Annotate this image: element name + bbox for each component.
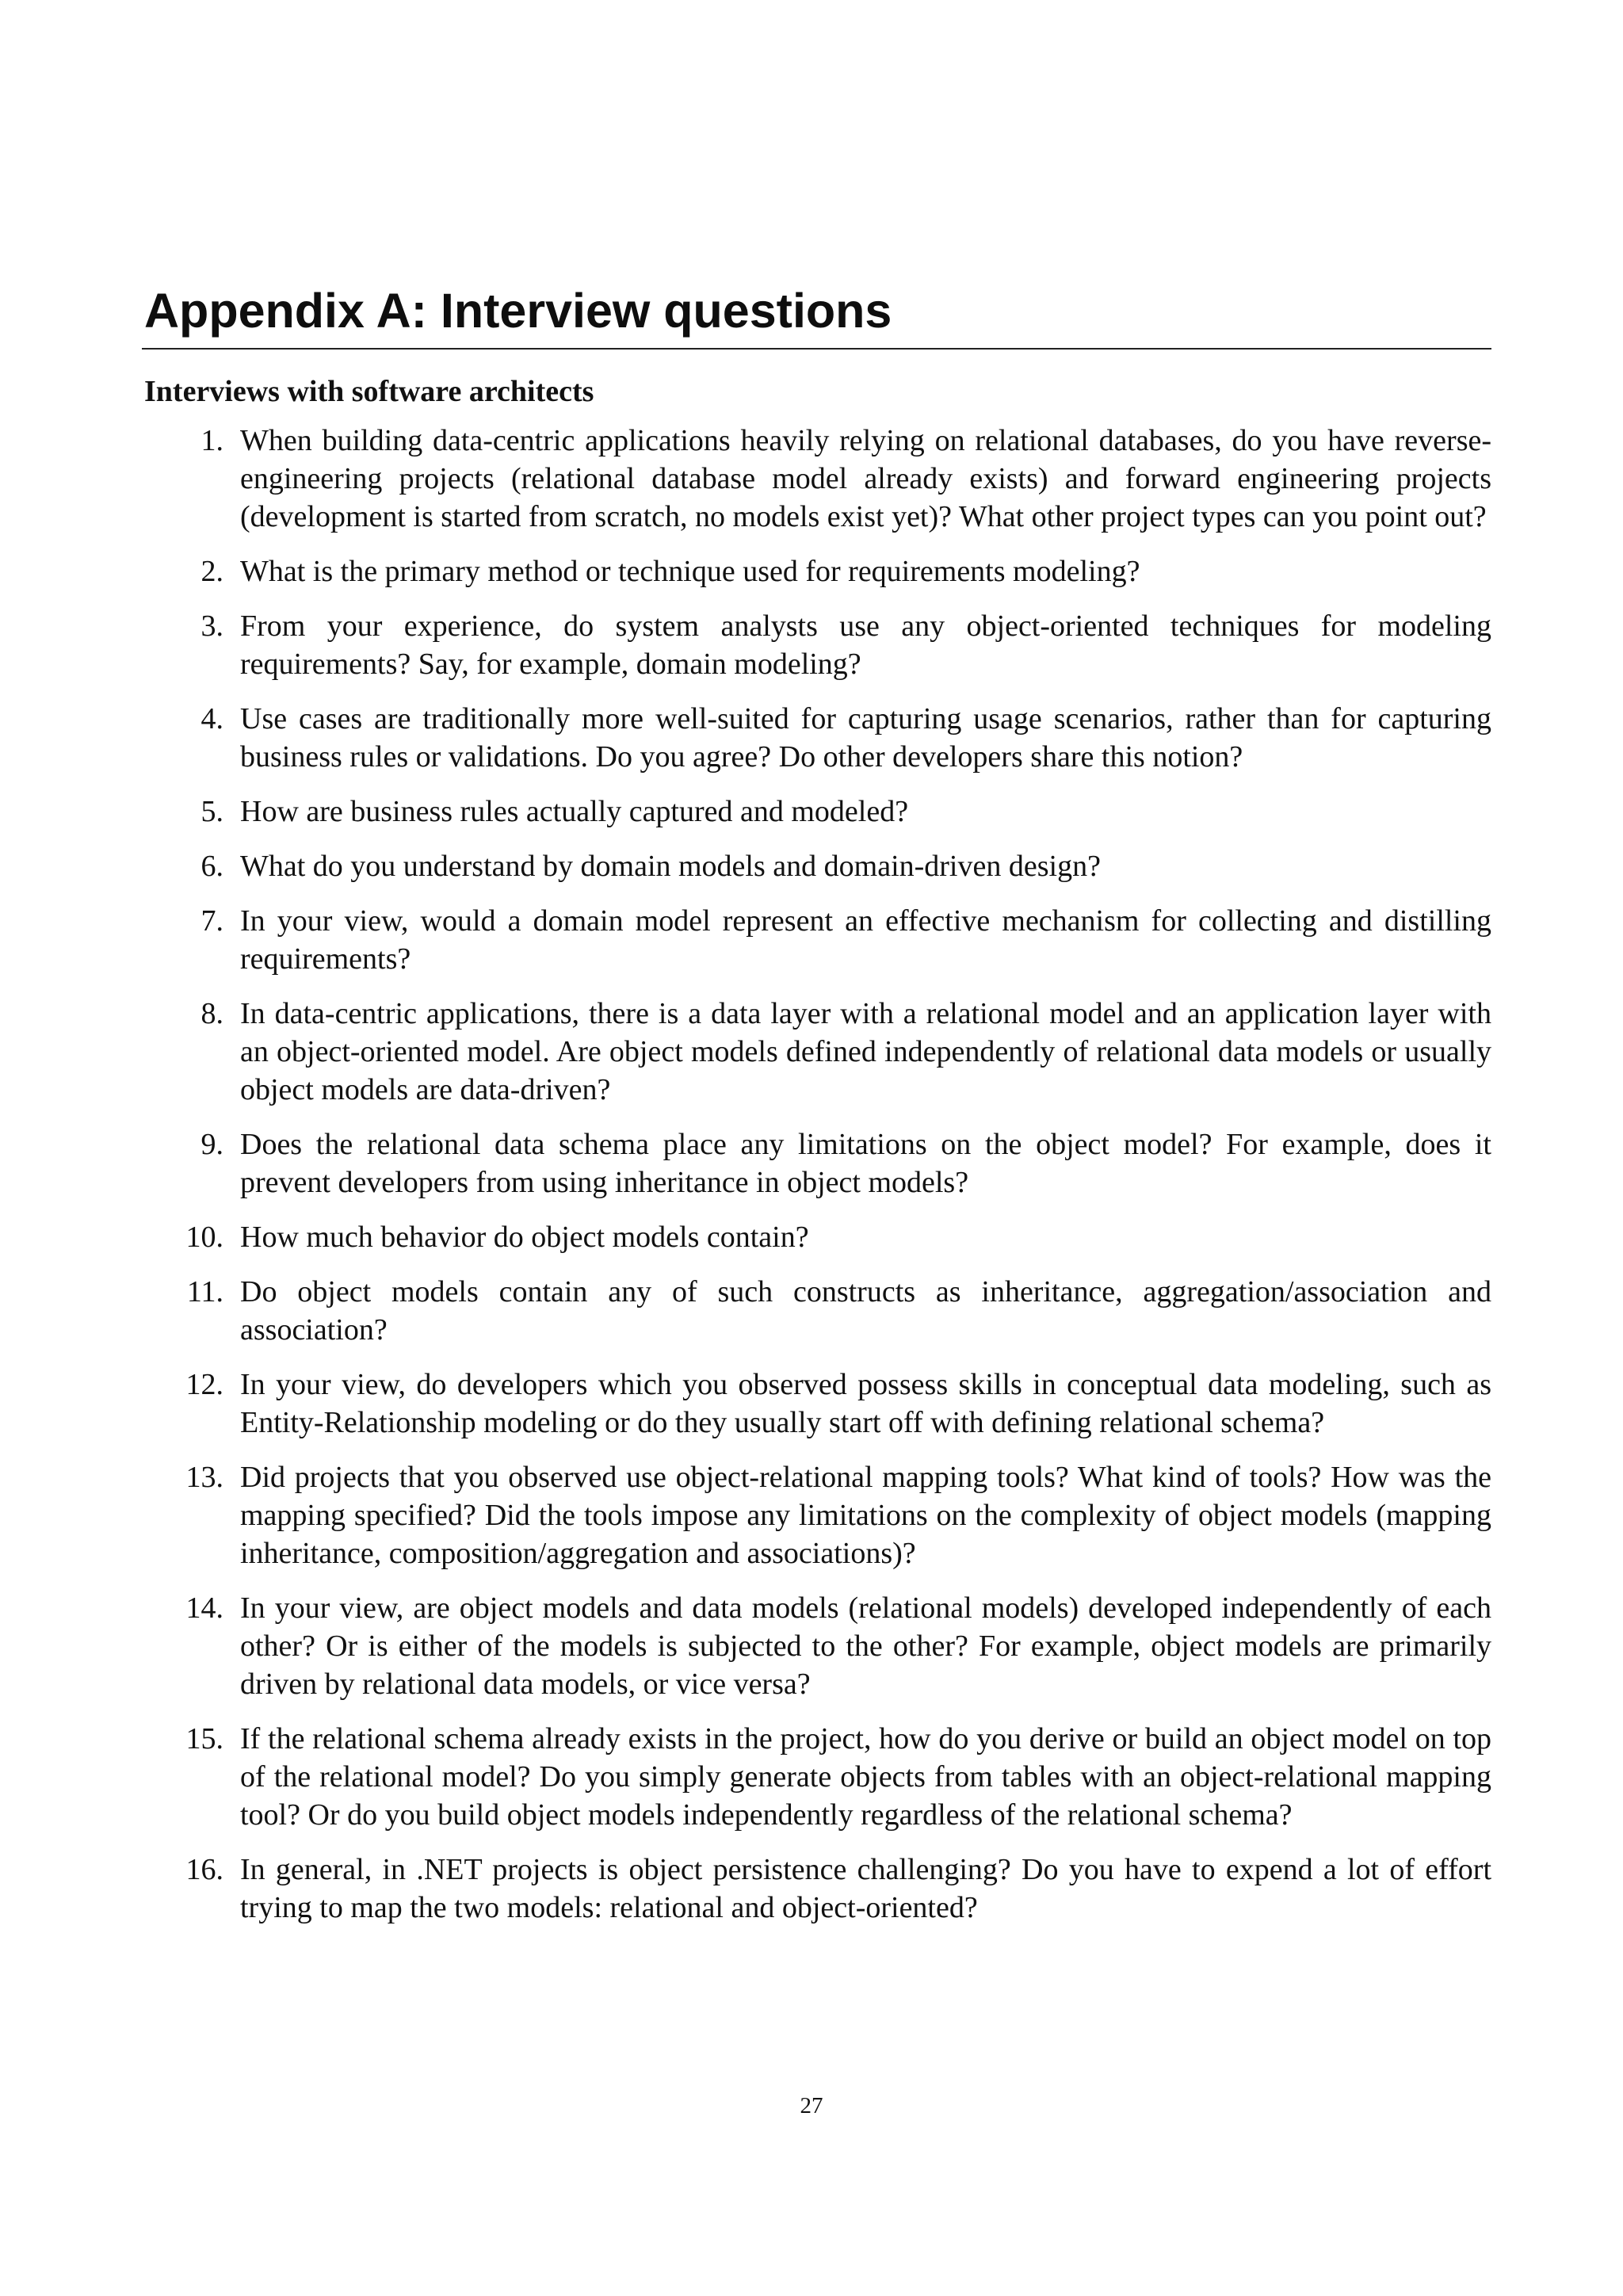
question-item xyxy=(144,1589,1491,1703)
question-item xyxy=(144,1720,1491,1834)
question-text: Did projects that you observed use object-relational mapping tools? What kind of tools? How was the mapping specified? Did the tools impose any limitations on the complexity of object models (mapping inheritance, composition/aggregation and associations)? xyxy=(240,1461,1491,1570)
question-number: 8. xyxy=(200,997,223,1030)
question-number: 2. xyxy=(200,555,223,588)
question-text: Do object models contain any of such constructs as inheritance, aggregation/association and association? xyxy=(240,1275,1491,1347)
question-text: How much behavior do object models contain? xyxy=(240,1221,809,1254)
question-number: 12. xyxy=(185,1368,223,1401)
question-number: 5. xyxy=(200,795,223,828)
question-text: Use cases are traditionally more well-suited for capturing usage scenarios, rather than for capturing business rules or validations. Do you agree? Do other developers share this notion? xyxy=(240,702,1491,774)
question-item xyxy=(144,552,1491,590)
question-text: Does the relational data schema place any limitations on the object model? For example, does it prevent developers from using inheritance in object models? xyxy=(240,1128,1491,1199)
question-list xyxy=(144,422,1491,1943)
question-item xyxy=(144,1218,1491,1256)
question-text: In general, in .NET projects is object persistence challenging? Do you have to expend a lot of effort trying to map the two models: relational and object-oriented? xyxy=(240,1853,1491,1924)
question-item xyxy=(144,607,1491,683)
question-text: In your view, do developers which you observed possess skills in conceptual data modeling, such as Entity-Relationship modeling or do they usually start off with defining relational schema? xyxy=(240,1368,1491,1439)
question-number: 3. xyxy=(200,609,223,643)
question-item xyxy=(144,902,1491,978)
question-text: When building data-centric applications heavily relying on relational databases, do you have reverse-engineering projects (relational database model already exists) and forward engineering projects (development is started from scratch, no models exist yet)? What other project types can you point out? xyxy=(240,424,1491,533)
question-number: 14. xyxy=(185,1591,223,1625)
question-text: What do you understand by domain models and domain-driven design? xyxy=(240,850,1101,883)
question-number: 13. xyxy=(185,1461,223,1494)
question-number: 4. xyxy=(200,702,223,735)
question-item xyxy=(144,700,1491,776)
question-item xyxy=(144,847,1491,885)
question-number: 10. xyxy=(185,1221,223,1254)
question-number: 9. xyxy=(200,1128,223,1161)
question-item xyxy=(144,1366,1491,1442)
question-text: From your experience, do system analysts use any object-oriented techniques for modeling requirements? Say, for example, domain modeling? xyxy=(240,609,1491,681)
question-item xyxy=(144,1273,1491,1349)
question-number: 16. xyxy=(185,1853,223,1886)
question-number: 1. xyxy=(200,424,223,457)
question-item xyxy=(144,422,1491,536)
question-number: 6. xyxy=(200,850,223,883)
question-number: 11. xyxy=(186,1275,223,1308)
question-number: 7. xyxy=(200,904,223,938)
question-text: If the relational schema already exists in the project, how do you derive or build an object model on top of the relational model? Do you simply generate objects from tables with an object-relational mapping tool? Or do you build object models independently regardless of the relational schema? xyxy=(240,1722,1491,1832)
question-text: In data-centric applications, there is a data layer with a relational model and an application layer with an object-oriented model. Are object models defined independently of relational data models or usually object models are data-driven? xyxy=(240,997,1491,1106)
heading-divider xyxy=(142,348,1491,350)
question-item xyxy=(144,793,1491,831)
question-item xyxy=(144,1458,1491,1572)
page-number: 27 xyxy=(800,2093,823,2118)
section-title: Interviews with software architects xyxy=(144,375,594,408)
question-item xyxy=(144,1125,1491,1201)
question-text: In your view, would a domain model represent an effective mechanism for collecting and distilling requirements? xyxy=(240,904,1491,976)
question-item xyxy=(144,1851,1491,1927)
question-text: In your view, are object models and data models (relational models) developed independently of each other? Or is either of the models is subjected to the other? For example, object models are primarily driven by relational data models, or vice versa? xyxy=(240,1591,1491,1701)
question-text: What is the primary method or technique used for requirements modeling? xyxy=(240,555,1140,588)
question-number: 15. xyxy=(185,1722,223,1755)
page-title: Appendix A: Interview questions xyxy=(144,284,892,338)
question-item xyxy=(144,995,1491,1109)
question-text: How are business rules actually captured and modeled? xyxy=(240,795,909,828)
